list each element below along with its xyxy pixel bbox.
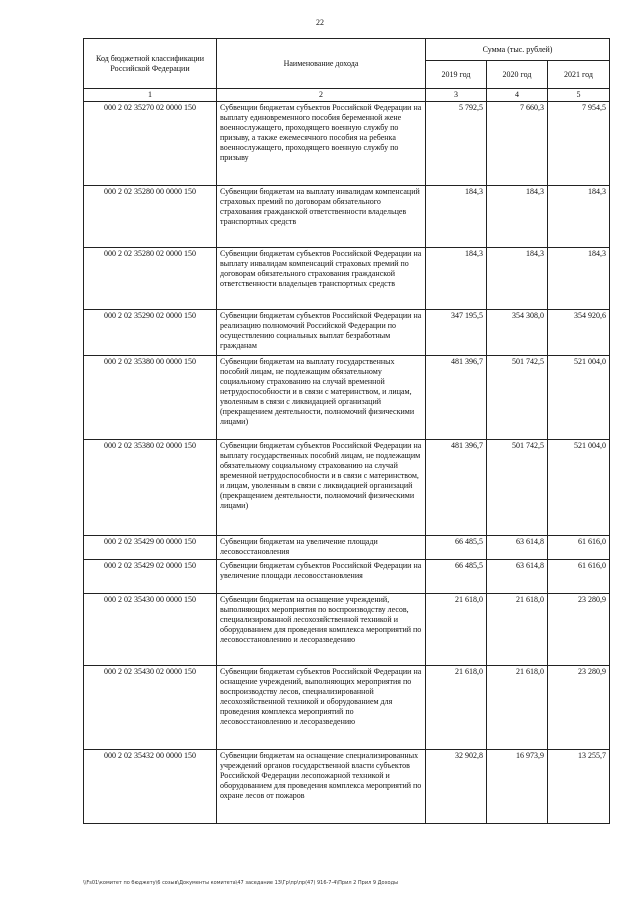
row-value-2019: 481 396,7	[426, 356, 487, 440]
row-code: 000 2 02 35280 00 0000 150	[84, 186, 217, 248]
table-row	[84, 560, 610, 594]
row-value-2019: 21 618,0	[426, 666, 487, 750]
table-row	[84, 594, 610, 666]
row-value-2021: 13 255,7	[548, 750, 610, 824]
row-code: 000 2 02 35380 00 0000 150	[84, 356, 217, 440]
row-name: Субвенции бюджетам субъектов Российской Федерации на реализацию полномочий Российской Федерации по осуществлению социальных выплат безработным гражданам	[217, 310, 426, 356]
row-code: 000 2 02 35430 00 0000 150	[84, 594, 217, 666]
row-value-2021: 184,3	[548, 186, 610, 248]
row-value-2021: 184,3	[548, 248, 610, 310]
row-value-2020: 501 742,5	[487, 440, 548, 536]
page-number: 22	[316, 18, 324, 27]
row-code: 000 2 02 35429 00 0000 150	[84, 536, 217, 560]
row-value-2020: 21 618,0	[487, 594, 548, 666]
row-value-2021: 521 004,0	[548, 356, 610, 440]
table-row	[84, 356, 610, 440]
table-row	[84, 750, 610, 824]
row-name: Субвенции бюджетам на выплату государственных пособий лицам, не подлежащим обязательному социальному страхованию на случай временной нетрудоспособности и в связи с материнством, и лицам, уволенным в связи с ликвидацией организаций (прекращением деятельности, полномочий физическими лицами)	[217, 356, 426, 440]
header-name: Наименование дохода	[217, 39, 426, 89]
header-year-2021: 2021 год	[548, 61, 610, 89]
row-name: Субвенции бюджетам на увеличение площади лесовосстановления	[217, 536, 426, 560]
row-name: Субвенции бюджетам субъектов Российской Федерации на выплату единовременного пособия беременной жене военнослужащего, проходящего военную службу по призыву, а также ежемесячного пособия на ребенка военнослужащего, проходящего военную службу по призыву	[217, 102, 426, 186]
row-value-2021: 61 616,0	[548, 560, 610, 594]
row-value-2019: 184,3	[426, 186, 487, 248]
table-row	[84, 440, 610, 536]
row-code: 000 2 02 35290 02 0000 150	[84, 310, 217, 356]
row-name: Субвенции бюджетам на оснащение учреждений, выполняющих мероприятия по воспроизводству лесов, специализированной лесохозяйственной техникой и оборудованием для проведения комплекса мероприятий по лесовосстановлению и лесоразведению	[217, 594, 426, 666]
row-value-2020: 63 614,8	[487, 536, 548, 560]
row-value-2021: 61 616,0	[548, 536, 610, 560]
row-code: 000 2 02 35430 02 0000 150	[84, 666, 217, 750]
row-value-2020: 184,3	[487, 186, 548, 248]
row-value-2019: 184,3	[426, 248, 487, 310]
row-code: 000 2 02 35270 02 0000 150	[84, 102, 217, 186]
budget-table	[83, 38, 610, 824]
row-value-2021: 7 954,5	[548, 102, 610, 186]
row-value-2019: 5 792,5	[426, 102, 487, 186]
row-code: 000 2 02 35429 02 0000 150	[84, 560, 217, 594]
table-row	[84, 186, 610, 248]
table-row	[84, 310, 610, 356]
row-name: Субвенции бюджетам на оснащение специализированных учреждений органов государственной власти субъектов Российской Федерации лесопожарной техникой и оборудованием для проведения комплекса мероприятий по охране лесов от пожаров	[217, 750, 426, 824]
col-number: 4	[487, 89, 548, 102]
row-value-2020: 7 660,3	[487, 102, 548, 186]
row-code: 000 2 02 35280 02 0000 150	[84, 248, 217, 310]
header-code: Код бюджетной классификации Российской Федерации	[84, 39, 217, 89]
row-name: Субвенции бюджетам субъектов Российской Федерации на выплату государственных пособий лицам, не подлежащим обязательному социальному страхованию на случай временной нетрудоспособности и в связи с материнством, и лицам, уволенным в связи с ликвидацией организаций (прекращением деятельности, полномочий физическими лицами)	[217, 440, 426, 536]
row-name: Субвенции бюджетам субъектов Российской Федерации на оснащение учреждений, выполняющих мероприятия по воспроизводству лесов, специализированной лесохозяйственной техникой и оборудованием для проведения комплекса мероприятий по лесовосстановлению и лесоразведению	[217, 666, 426, 750]
row-value-2019: 21 618,0	[426, 594, 487, 666]
row-value-2020: 63 614,8	[487, 560, 548, 594]
col-number: 2	[217, 89, 426, 102]
row-value-2020: 16 973,9	[487, 750, 548, 824]
row-value-2021: 23 280,9	[548, 666, 610, 750]
row-value-2019: 347 195,5	[426, 310, 487, 356]
row-value-2021: 354 920,6	[548, 310, 610, 356]
table-row	[84, 248, 610, 310]
row-value-2020: 354 308,0	[487, 310, 548, 356]
col-number: 1	[84, 89, 217, 102]
row-code: 000 2 02 35380 02 0000 150	[84, 440, 217, 536]
row-value-2019: 66 485,5	[426, 536, 487, 560]
row-value-2019: 32 902,8	[426, 750, 487, 824]
row-name: Субвенции бюджетам субъектов Российской Федерации на увеличение площади лесовосстановления	[217, 560, 426, 594]
col-number: 5	[548, 89, 610, 102]
row-code: 000 2 02 35432 00 0000 150	[84, 750, 217, 824]
row-name: Субвенции бюджетам на выплату инвалидам компенсаций страховых премий по договорам обязательного страхования гражданской ответственности владельцев транспортных средств	[217, 186, 426, 248]
footer-file-path: \\Fs01\комитет по бюджету\6 созыв\Документы комитета\47 заседание 13\Гр\пр\пр(47) 916-7-4\Прил 2 Прил 9 Доходы	[83, 880, 399, 886]
col-number: 3	[426, 89, 487, 102]
row-value-2020: 21 618,0	[487, 666, 548, 750]
row-value-2021: 521 004,0	[548, 440, 610, 536]
row-value-2020: 184,3	[487, 248, 548, 310]
row-name: Субвенции бюджетам субъектов Российской Федерации на выплату инвалидам компенсаций страховых премий по договорам обязательного страхования гражданской ответственности владельцев транспортных средств	[217, 248, 426, 310]
table-row	[84, 102, 610, 186]
row-value-2020: 501 742,5	[487, 356, 548, 440]
row-value-2021: 23 280,9	[548, 594, 610, 666]
header-year-2019: 2019 год	[426, 61, 487, 89]
header-sum: Сумма (тыс. рублей)	[426, 39, 610, 61]
row-value-2019: 66 485,5	[426, 560, 487, 594]
table-row	[84, 666, 610, 750]
table-row	[84, 536, 610, 560]
row-value-2019: 481 396,7	[426, 440, 487, 536]
header-year-2020: 2020 год	[487, 61, 548, 89]
